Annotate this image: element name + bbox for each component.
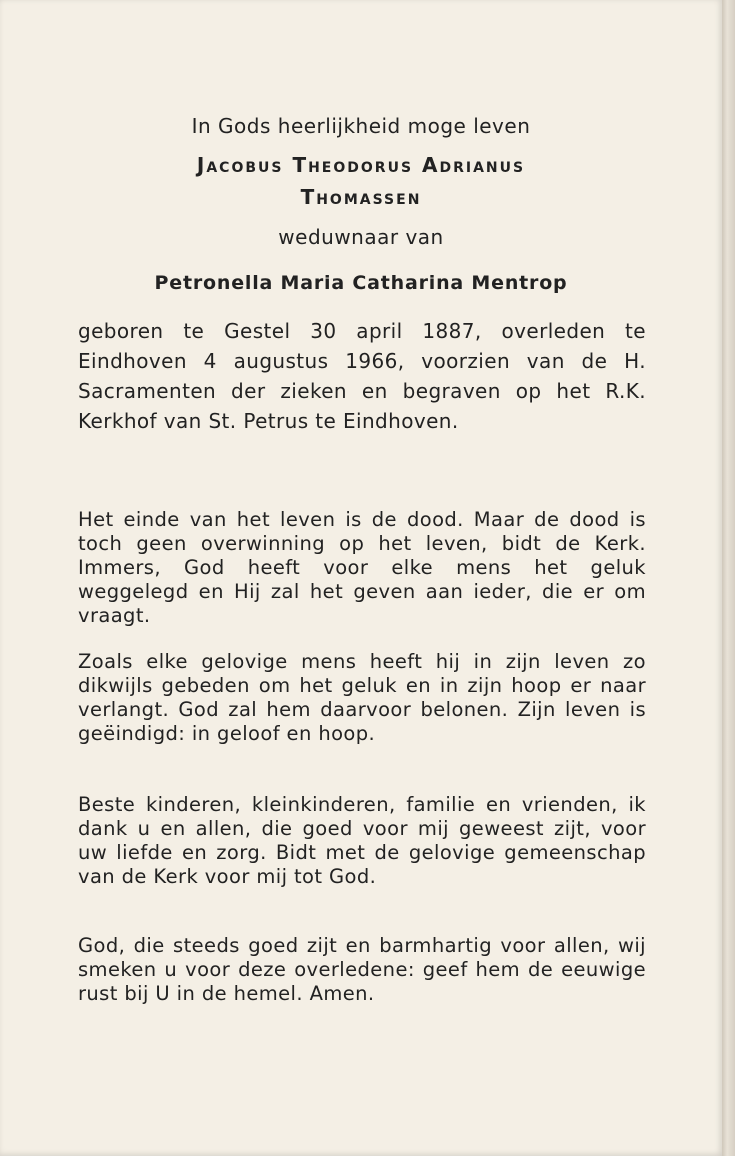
spouse-name: Petronella Maria Catharina Mentrop [154, 272, 568, 294]
paragraph-3: Beste kinderen, kleinkinderen, familie en vrienden, ik dank u en allen, die goed voor mij geweest zijt, voor uw liefde en zorg. Bidt met de gelovige gemeenschap van de Kerk voor mij tot God. [78, 793, 646, 888]
intro-line: In Gods heerlijkheid moge leven [191, 114, 531, 138]
card-edge [722, 0, 735, 1156]
widower-line: weduwnaar van [278, 225, 444, 249]
paragraph-4: God, die steeds goed zijt en barmhartig voor allen, wij smeken u voor deze overledene: geef hem de eeuwige rust bij U in de hemel. Amen. [78, 934, 646, 1005]
paragraph-1: Het einde van het leven is de dood. Maar de dood is toch geen overwinning op het leven, bidt de Kerk. Immers, God heeft voor elke mens het geluk weggelegd en Hij zal het geven aan ieder, die er om vraagt. [78, 508, 646, 627]
deceased-name-line2: Thomassen [300, 185, 422, 209]
birth-death-details: geboren te Gestel 30 april 1887, overleden te Eindhoven 4 augustus 1966, voorzien van de H. Sacramenten der zieken en begraven op het R.K. Kerkhof van St. Petrus te Eindhoven. [78, 319, 646, 433]
deceased-name-line1: Jacobus Theodorus Adrianus [196, 153, 526, 177]
paragraph-2: Zoals elke gelovige mens heeft hij in zijn leven zo dikwijls gebeden om het geluk en in zijn hoop er naar verlangt. God zal hem daarvoor belonen. Zijn leven is geëindigd: in geloof en hoop. [78, 650, 646, 745]
